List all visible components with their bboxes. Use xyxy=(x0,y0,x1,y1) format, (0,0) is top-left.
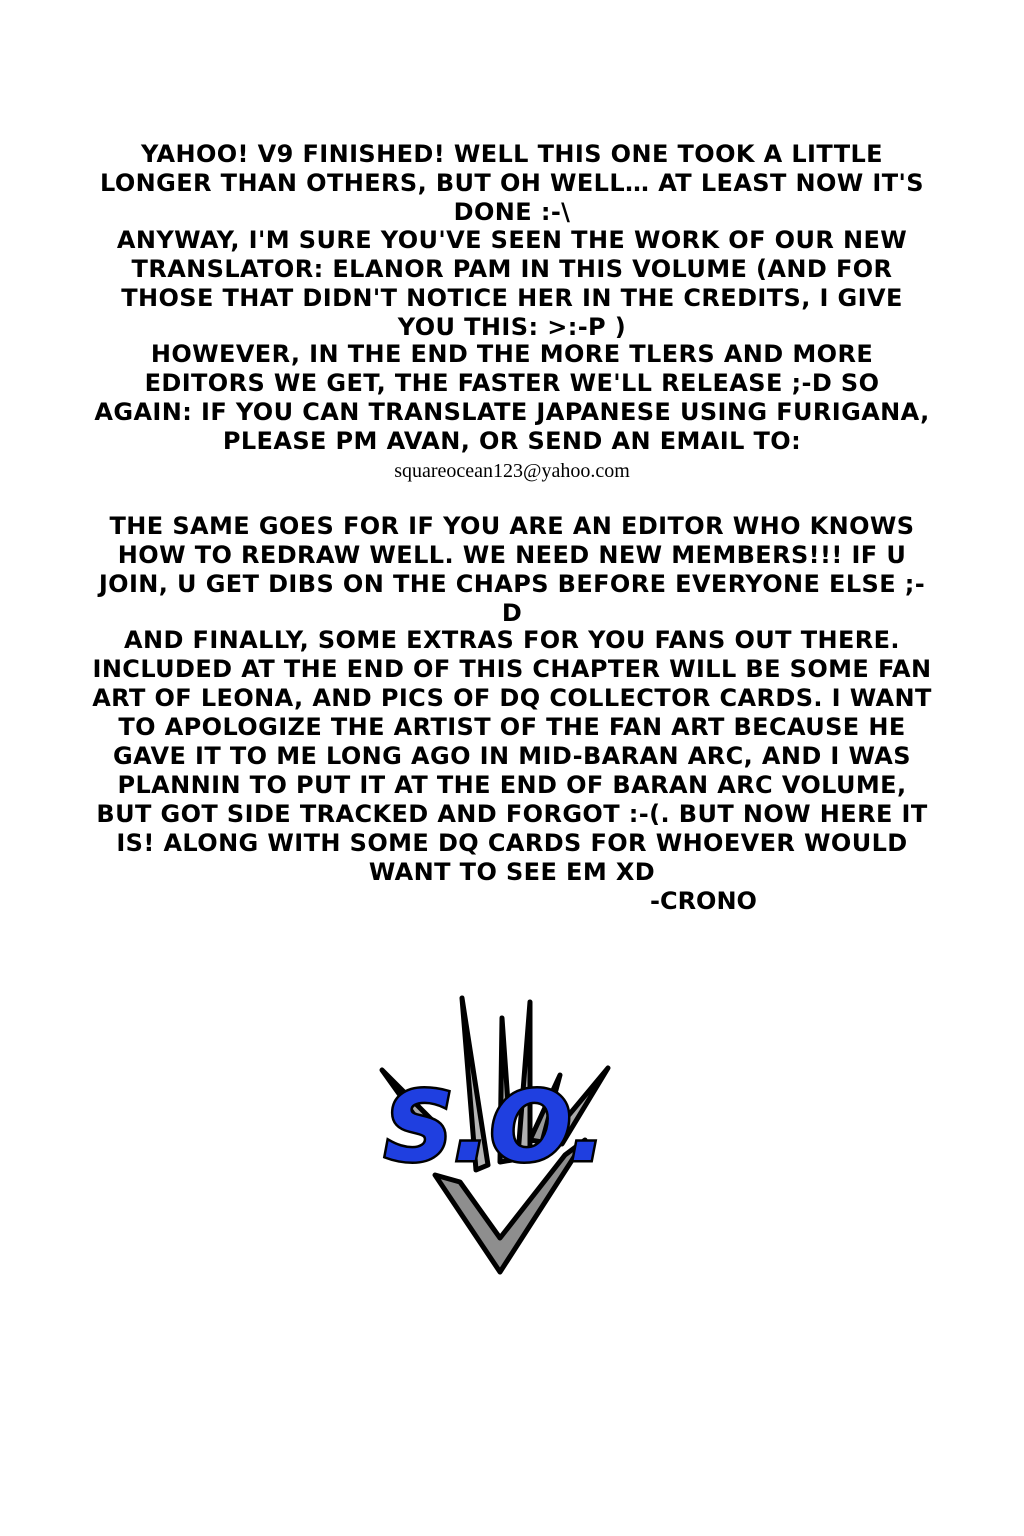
paragraph-new-translator: ANYWAY, I'M SURE YOU'VE SEEN THE WORK OF OUR NEW TRANSLATOR: ELANOR PAM IN THIS VOLUME (AND FOR THOSE THAT DIDN'T NOTICE HER IN THE CREDITS, I GIVE YOU THIS: >:-P ) xyxy=(116,226,908,341)
paragraph-recruit-editors: THE SAME GOES FOR IF YOU ARE AN EDITOR WHO KNOWS HOW TO REDRAW WELL. WE NEED NEW MEMBERS!!! IF U JOIN, U GET DIBS ON THE CHAPS BEFORE EVERYONE ELSE ;-D xyxy=(98,512,926,627)
paragraph-extras: AND FINALLY, SOME EXTRAS FOR YOU FANS OUT THERE. INCLUDED AT THE END OF THIS CHAPTER WILL BE SOME FAN ART OF LEONA, AND PICS OF DQ COLLECTOR CARDS. I WANT TO APOLOGIZE THE ARTIST OF THE FAN ART BECAUSE HE GAVE IT TO ME LONG AGO IN MID-BARAN ARC, AND I WAS PLANNIN TO PUT IT AT THE END OF BARAN ARC VOLUME, BUT GOT SIDE TRACKED AND FORGOT :-(. BUT NOW HERE IT IS! ALONG WITH SOME DQ CARDS FOR WHOEVER WOULD WANT TO SEE EM XD xyxy=(92,626,932,886)
square-ocean-logo-icon xyxy=(370,990,620,1280)
logo-letters: S.O. xyxy=(384,1071,606,1183)
signature: -CRONO xyxy=(650,887,757,915)
paragraph-recruit-translators: HOWEVER, IN THE END THE MORE TLERS AND MORE EDITORS WE GET, THE FASTER WE'LL RELEASE ;-D SO AGAIN: IF YOU CAN TRANSLATE JAPANESE USING FURIGANA, PLEASE PM AVAN, OR SEND AN EMAIL TO: xyxy=(94,340,930,455)
paragraph-v9-finished: YAHOO! V9 FINISHED! WELL THIS ONE TOOK A LITTLE LONGER THAN OTHERS, BUT OH WELL… AT LEAST NOW IT'S DONE :-\ xyxy=(100,140,924,226)
email-address: squareocean123@yahoo.com xyxy=(394,460,630,482)
